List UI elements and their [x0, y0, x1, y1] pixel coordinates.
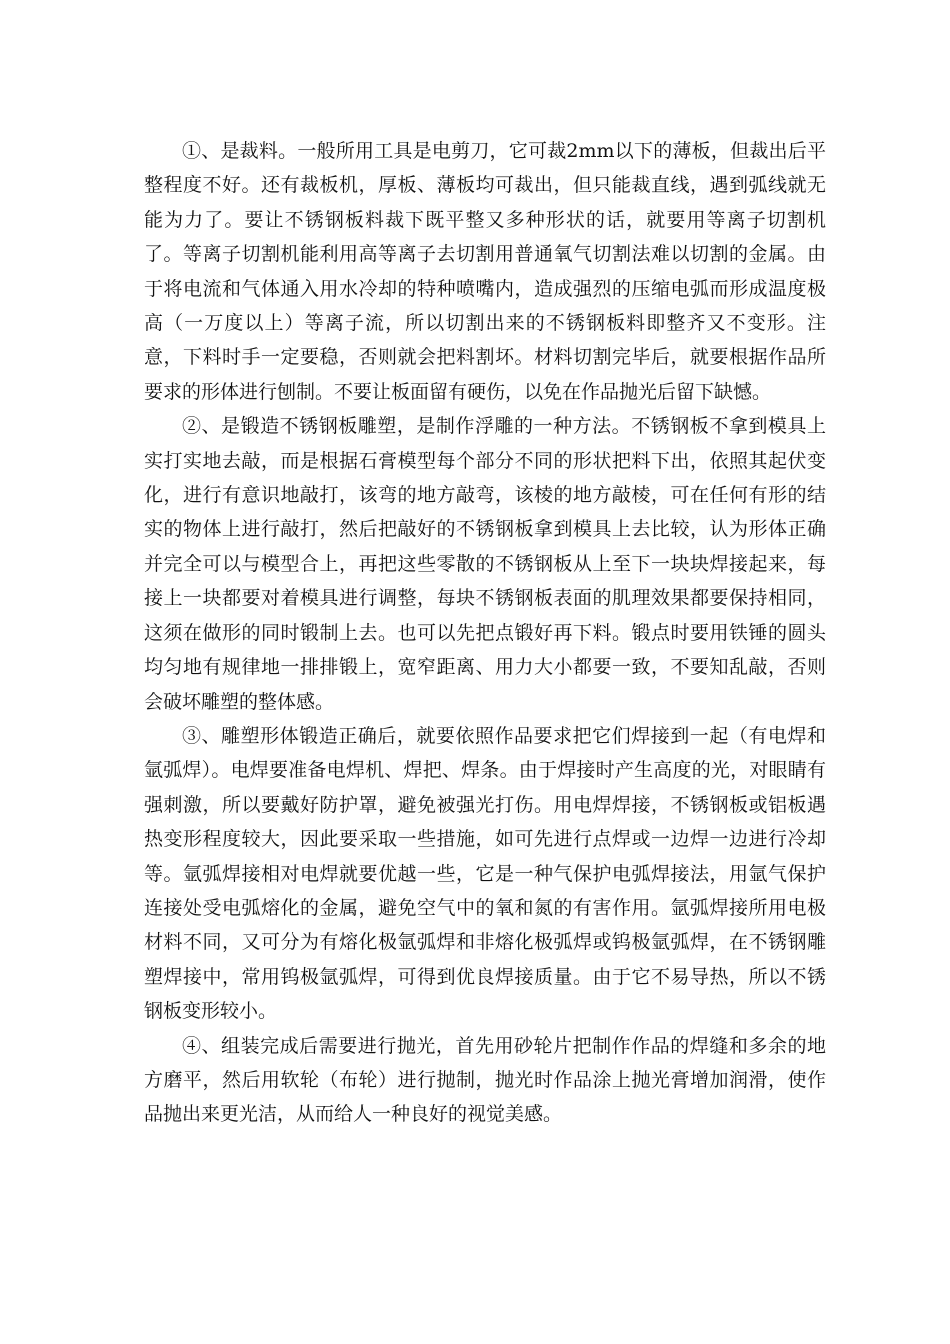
paragraph-welding: ③、雕塑形体锻造正确后，就要依照作品要求把它们焊接到一起（有电焊和氩弧焊）。电焊要准备电焊机、焊把、焊条。由于焊接时产生高度的光，对眼睛有强刺激，所以要戴好防护罩，避免被强光打伤。用电焊焊接，不锈钢板或铝板遇热变形程度较大，因此要采取一些措施，如可先进行点焊或一边焊一边进行冷却等。氩弧焊接相对电焊就要优越一些，它是一种气保护电弧焊接法，用氩气保护连接处受电弧熔化的金属，避免空气中的氧和氮的有害作用。氩弧焊接所用电极材料不同，又可分为有熔化极氩弧焊和非熔化极弧焊或钨极氩弧焊，在不锈钢雕塑焊接中，常用钨极氩弧焊，可得到优良焊接质量。由于它不易导热，所以不锈钢板变形较小。: [144, 724, 826, 1023]
document-body: [144, 134, 826, 1132]
paragraph-polishing: ④、组装完成后需要进行抛光，首先用砂轮片把制作作品的焊缝和多余的地方磨平，然后用软轮（布轮）进行抛制，抛光时作品涂上抛光膏增加润滑，使作品抛出来更光洁，从而给人一种良好的视觉美感。: [144, 1034, 826, 1126]
paragraph-forging: ②、是锻造不锈钢板雕塑，是制作浮雕的一种方法。不锈钢板不拿到模具上实打实地去敲，而是根据石膏模型每个部分不同的形状把料下出，依照其起伏变化，进行有意识地敲打，该弯的地方敲弯，该棱的地方敲棱，可在任何有形的结实的物体上进行敲打，然后把敲好的不锈钢板拿到模具上去比较，认为形体正确并完全可以与模型合上，再把这些零散的不锈钢板从上至下一块块焊接起来，每接上一块都要对着模具进行调整，每块不锈钢板表面的肌理效果都要保持相同，这须在做形的同时锻制上去。也可以先把点锻好再下料。锻点时要用铁锤的圆头均匀地有规律地一排排锻上，宽窄距离、用力大小都要一致，不要知乱敲，否则会破坏雕塑的整体感。: [144, 415, 826, 713]
paragraph-cutting: ①、是裁料。一般所用工具是电剪刀，它可裁2mm以下的薄板，但裁出后平整程度不好。还有裁板机，厚板、薄板均可裁出，但只能裁直线，遇到弧线就无能为力了。要让不锈钢板料裁下既平整又多种形状的话，就要用等离子切割机了。等离子切割机能利用高等离子去切割用普通氧气切割法难以切割的金属。由于将电流和气体通入用水冷却的特种喷嘴内，造成强烈的压缩电弧而形成温度极高（一万度以上）等离子流，所以切割出来的不锈钢板料即整齐又不变形。注意，下料时手一定要稳，否则就会把料割坏。材料切割完毕后，就要根据作品所要求的形体进行刨制。不要让板面留有硬伤，以免在作品抛光后留下缺憾。: [144, 140, 826, 403]
